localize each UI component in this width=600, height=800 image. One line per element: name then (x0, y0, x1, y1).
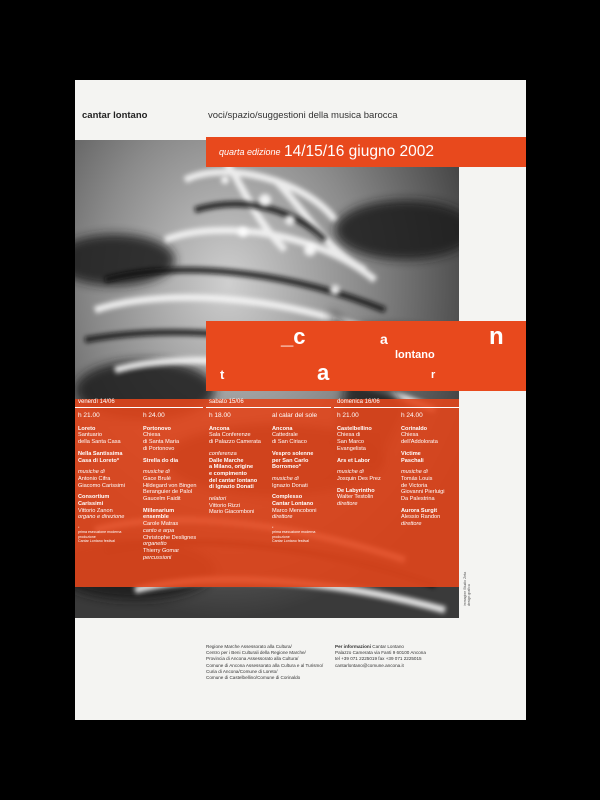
day-header-3 (334, 399, 459, 408)
event-line: del cantar lontano (209, 477, 258, 484)
event-line: di Palazzo Camerata (209, 439, 261, 446)
sponsor-line: Comune di Castelbellino/Comune di Corinaldo (206, 675, 301, 681)
event-line: Paschali (401, 457, 424, 464)
info-line: cantarlontano@comune.ancona.it (335, 662, 404, 668)
sponsor-line: Provincia di Ancona Assessorato alla Cultura/ (206, 656, 299, 662)
day-label-2: sabato 15/06 (209, 399, 244, 405)
event-line: organetto (143, 541, 167, 548)
event-line: Alessio Randon (401, 514, 441, 521)
event-line: di Ignazio Donati (209, 484, 254, 491)
event-line: Carissimi (78, 501, 104, 508)
event-line: direttore (401, 521, 422, 528)
credit-text: grafica (467, 584, 472, 595)
event-line: San Marco (337, 439, 365, 446)
event-line: Vittorio Rizzi (209, 502, 240, 509)
event-line: Gace Brulé (143, 475, 171, 482)
schedule-panel (75, 399, 459, 587)
event-line: prima esecuzione moderna (78, 530, 122, 535)
event-line: Victime (401, 450, 421, 457)
brand-title: cantar lontano (82, 110, 148, 121)
event-line: Santuario (78, 432, 102, 439)
event-time: h 24.00 (143, 412, 165, 419)
event-line: Giacomo Carissimi (78, 482, 125, 489)
event-line: Cantar Lontano (272, 501, 314, 508)
event-line: Consortium (78, 494, 110, 501)
event-line: direttore (337, 501, 358, 508)
event-line: canto e arpa (143, 527, 175, 534)
sponsor-line: Curia di Ancona/Comune di Loreto/ (206, 668, 278, 674)
event-line: e compimento (209, 470, 247, 477)
info-org: Cantar Lontano (372, 644, 404, 649)
event-line: Ignazio Donati (272, 482, 308, 489)
event-line: Da Palestrina (401, 496, 435, 503)
event-line: Dalle Marche (209, 457, 244, 464)
event-time: h 21.00 (78, 412, 100, 419)
event-line: organo e direzione (78, 514, 125, 521)
poster (75, 80, 526, 720)
event-time: h 18.00 (209, 412, 231, 419)
schedule-column (143, 413, 205, 561)
event-line: della Santa Casa (78, 439, 121, 446)
schedule-column (78, 413, 140, 543)
event-line: Hildegard von Bingen (143, 482, 197, 489)
credit-text: immagine (463, 590, 467, 606)
event-line: Ancona (209, 425, 230, 432)
schedule-column (209, 413, 271, 516)
event-line: produzione (78, 534, 96, 539)
event-line: Aurora Surgit (401, 507, 438, 514)
event-line: Nella Santissima (78, 450, 123, 457)
schedule-column (337, 413, 399, 508)
event-line: musiche di (78, 469, 105, 476)
logo-letter-a-top: a (380, 331, 388, 347)
event-line: Complesso (272, 494, 303, 501)
event-line: di Santa Maria (143, 439, 180, 446)
event-line: Tomás Louis (401, 475, 433, 482)
credits-vertical (463, 572, 472, 606)
event-line: musiche di (272, 475, 299, 482)
event-line: di San Ciriaco (272, 439, 307, 446)
event-line: a Milano, origine (209, 464, 254, 471)
event-time: h 21.00 (337, 412, 359, 419)
logo-letter-c: _c (281, 324, 306, 349)
event-line: relatori (209, 496, 227, 503)
event-line: Borromeo* (272, 464, 301, 471)
event-line: Walter Testolin (337, 494, 374, 501)
day-label-1: venerdì 14/06 (78, 399, 115, 405)
event-line: Cantar Lontano festival (272, 538, 309, 543)
info-title: Per informazioni (335, 644, 371, 649)
tagline: voci/spazio/suggestioni della musica barocca (208, 110, 398, 121)
edition-label: quarta edizione (219, 147, 281, 157)
sponsor-line: Centro per i Beni Culturali della Regione Marche/ (206, 650, 306, 656)
event-line: * (78, 526, 80, 531)
event-line: * (272, 526, 274, 531)
event-line: Chiesa (401, 432, 419, 439)
event-line: Evangelista (337, 445, 366, 452)
day-label-3: domenica 16/06 (337, 399, 380, 405)
event-line: musiche di (401, 469, 428, 476)
event-line: musiche di (143, 469, 170, 476)
event-line: Castelbellino (337, 425, 372, 432)
event-line: Chiesa di (337, 432, 361, 439)
event-line: prima esecuzione moderna (272, 530, 316, 535)
credit-text: design (467, 595, 472, 606)
event-line: Josquin Des Prez (337, 475, 381, 482)
day-header-2 (206, 399, 331, 408)
event-line: Antonio Cifra (78, 475, 111, 482)
logo-band (206, 321, 526, 391)
event-line: direttore (272, 514, 293, 521)
event-line: De Labyrintho (337, 487, 375, 494)
sponsor-line: Comune di Ancona Assessorato alla Cultura e al Turismo/ (206, 662, 324, 668)
event-line: Corinaldo (401, 425, 428, 432)
event-line: Portonovo (143, 425, 171, 432)
event-line: Carole Matras (143, 521, 179, 528)
event-line: Strella do dia (143, 457, 179, 464)
info-line: tel +39 071 2225019 fax +39 071 2225015 (335, 656, 422, 662)
logo-letter-n: n (489, 323, 504, 350)
event-line: dell'Addolorata (401, 439, 438, 446)
edition-band (206, 137, 526, 167)
event-line: Gaucelm Faidit (143, 496, 181, 503)
event-time: al calar del sole (272, 412, 318, 419)
event-line: di Portonovo (143, 445, 175, 452)
edition-dates: 14/15/16 giugno 2002 (284, 143, 434, 160)
sponsors-block (206, 644, 323, 681)
info-block (335, 644, 426, 669)
event-line: per San Carlo (272, 457, 309, 464)
day-header-1 (75, 399, 203, 408)
event-line: Chiesa (143, 432, 161, 439)
event-line: conferenza (209, 450, 237, 457)
event-line: Cantar Lontano festival (78, 538, 115, 543)
credit-line (467, 572, 471, 606)
event-time: h 24.00 (401, 412, 423, 419)
info-line: Palazzo Camerata via Fanti 9 60100 Ancona (335, 650, 426, 656)
event-line: Mario Giacomboni (209, 509, 255, 516)
event-line: produzione (272, 534, 290, 539)
schedule-column (401, 413, 463, 528)
event-line: Ancona (272, 425, 293, 432)
event-line: Vittorio Zanon (78, 507, 113, 514)
event-line: Casa di Loreto* (78, 457, 120, 464)
event-line: Vespro solenne (272, 450, 314, 457)
event-line: Giovanni Pierluigi (401, 489, 445, 496)
sponsor-line: Regione Marche Assessorato alla Cultura/ (206, 644, 292, 649)
logo-word-lontano: lontano (395, 349, 435, 361)
event-line: ensemble (143, 514, 169, 521)
event-line: de Victoria (401, 482, 428, 489)
schedule-column (272, 413, 334, 543)
event-line: percussioni (143, 554, 172, 561)
logo-letter-r: r (431, 369, 436, 381)
logo-letter-t: t (220, 367, 225, 382)
event-line: Cattedrale (272, 432, 298, 439)
logo-letter-a-bottom: a (317, 360, 330, 385)
event-line: Thierry Gomar (143, 547, 180, 554)
event-line: Beranguier de Palol (143, 489, 193, 496)
event-line: Sala Conferenze (209, 432, 251, 439)
event-line: musiche di (337, 469, 364, 476)
event-line: Christophe Deslignes (143, 534, 197, 541)
credit-text: Studio Zeta (463, 571, 467, 590)
event-line: Marco Mencoboni (272, 507, 317, 514)
event-line: Loreto (78, 425, 96, 432)
event-line: Millenarium (143, 507, 175, 514)
event-line: Ars et Labor (337, 457, 370, 464)
